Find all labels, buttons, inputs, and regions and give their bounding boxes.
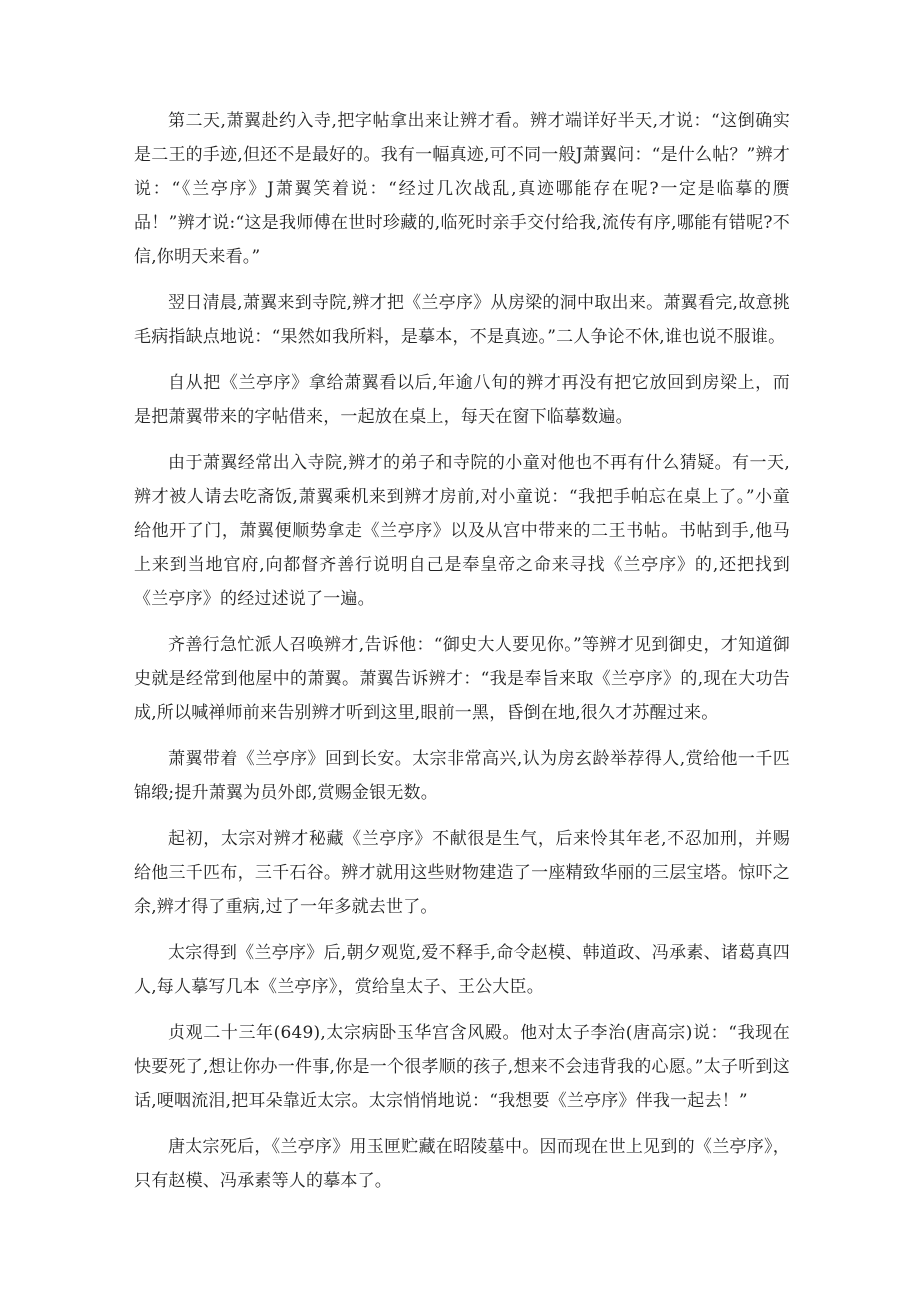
paragraph-2: 翌日清晨,萧翼来到寺院,辨才把《兰亭序》从房梁的洞中取出来。萧翼看完,故意挑毛病指缺点地说：“果然如我所料，是摹本，不是真迹。”二人争论不休,谁也说不服谁。: [134, 293, 790, 347]
paragraph-3: 自从把《兰亭序》拿给萧翼看以后,年逾八旬的辨才再没有把它放回到房梁上，而是把萧翼带来的字帖借来，一起放在桌上，每天在窗下临摹数遍。: [134, 373, 790, 427]
paragraph-4: 由于萧翼经常出入寺院,辨才的弟子和寺院的小童对他也不再有什么猜疑。有一天,辨才被人请去吃斋饭,萧翼乘机来到辨才房前,对小童说：“我把手帕忘在桌上了。”小童给他开了门，萧翼便顺势拿走《兰亭序》以及从宫中带来的二王书帖。书帖到手,他马上来到当地官府,向都督齐善行说明自己是奉皇帝之命来寻找《兰亭序》的,还把找到《兰亭序》的经过述说了一遍。: [134, 453, 790, 609]
paragraph-9: 贞观二十三年(649),太宗病卧玉华宫含风殿。他对太子李治(唐高宗)说：“我现在快要死了,想让你办一件事,你是一个很孝顺的孩子,想来不会违背我的心愿。”太子听到这话,哽咽流泪,把耳朵靠近太宗。太宗悄悄地说：“我想要《兰亭序》伴我一起去！”: [134, 1023, 790, 1111]
paragraph-5: 齐善行急忙派人召唤辨才,告诉他：“御史大人要见你。”等辨才见到御史，才知道御史就是经常到他屋中的萧翼。萧翼告诉辨才：“我是奉旨来取《兰亭序》的,现在大功告成,所以喊禅师前来告别辨才听到这里,眼前一黑，昏倒在地,很久才苏醒过来。: [134, 635, 790, 723]
document-body: [134, 104, 790, 1210]
paragraph-10: 唐太宗死后，《兰亭序》用玉匣贮藏在昭陵墓中。因而现在世上见到的《兰亭序》，只有赵模、冯承素等人的摹本了。: [134, 1137, 790, 1191]
paragraph-7: 起初，太宗对辨才秘藏《兰亭序》不献很是生气，后来怜其年老,不忍加刑，并赐给他三千匹布，三千石谷。辨才就用这些财物建造了一座精致华丽的三层宝塔。惊吓之余,辨才得了重病,过了一年多就去世了。: [134, 829, 790, 917]
paragraph-6: 萧翼带着《兰亭序》回到长安。太宗非常高兴,认为房玄龄举荐得人,赏给他一千匹锦缎;提升萧翼为员外郎,赏赐金银无数。: [134, 749, 790, 803]
paragraph-8: 太宗得到《兰亭序》后,朝夕观览,爱不释手,命令赵模、韩道政、冯承素、诸葛真四人,每人摹写几本《兰亭序》，赏给皇太子、王公大臣。: [134, 943, 790, 997]
paragraph-1: 第二天,萧翼赴约入寺,把字帖拿出来让辨才看。辨才端详好半天,才说：“这倒确实是二王的手迹,但还不是最好的。我有一幅真迹,可不同一般J萧翼问：“是什么帖？”辨才说：“《兰亭序》J萧翼笑着说：“经过几次战乱,真迹哪能存在呢?一定是临摹的赝品！”辨才说:“这是我师傅在世时珍藏的,临死时亲手交付给我,流传有序,哪能有错呢?不信,你明天来看。”: [134, 111, 790, 267]
